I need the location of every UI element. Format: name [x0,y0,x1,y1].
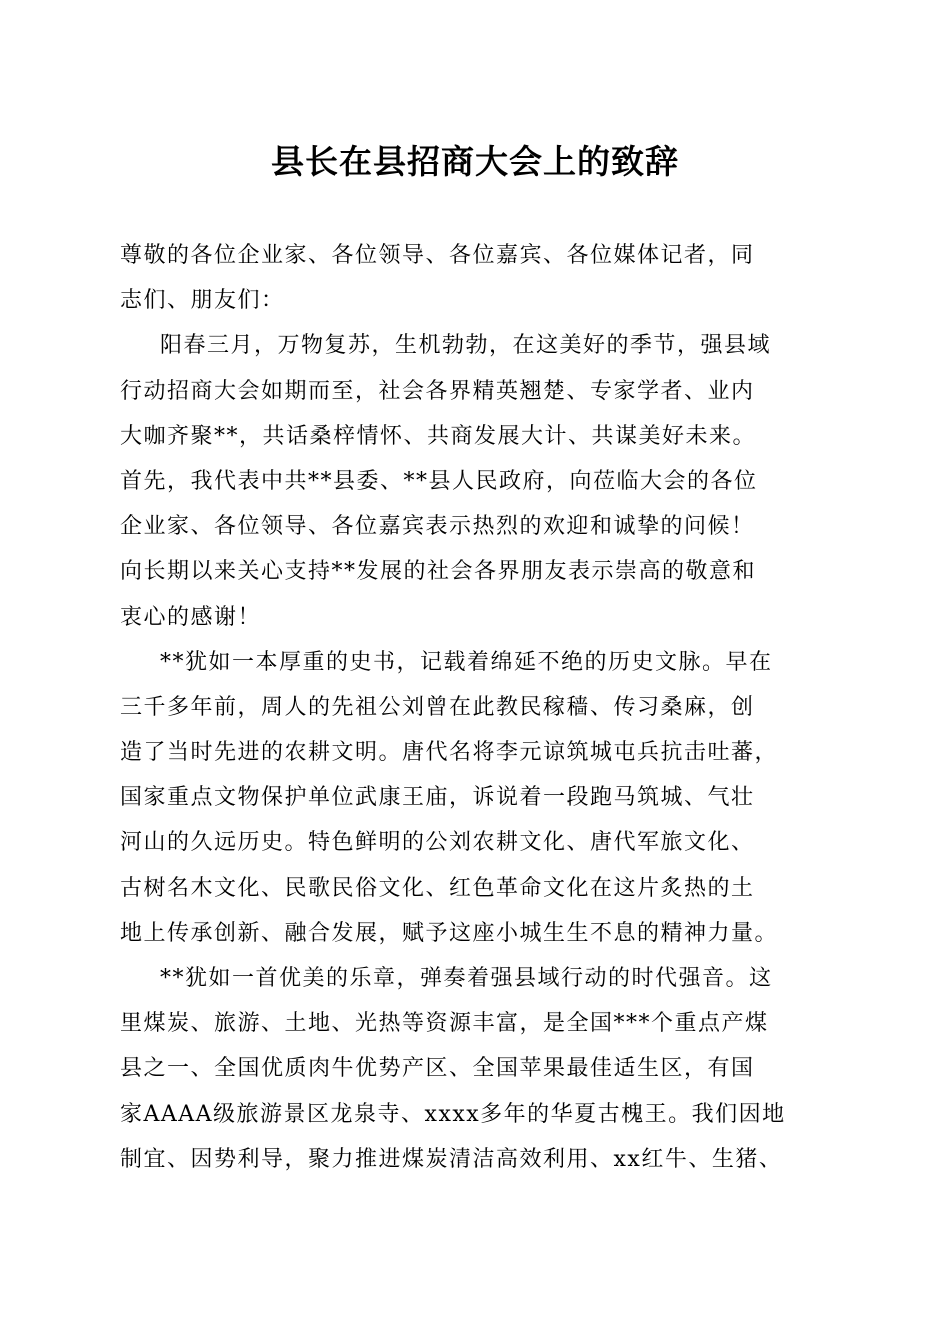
body-line: 县之一、全国优质肉牛优势产区、全国苹果最佳适生区，有国 [120,1056,755,1082]
body-line: 造了当时先进的农耕文明。唐代名将李元谅筑城屯兵抗击吐蕃， [120,740,779,766]
body-line: 企业家、各位领导、各位嘉宾表示热烈的欢迎和诚挚的问候！ [120,514,755,540]
document-body [120,233,836,1182]
document-title: 县长在县招商大会上的致辞 [271,142,679,181]
body-line: **犹如一首优美的乐章，弹奏着强县域行动的时代强音。这 [160,966,773,991]
body-line: **犹如一本厚重的史书，记载着绵延不绝的历史文脉。早在 [160,649,773,675]
body-line: 家AAAA级旅游景区龙泉寺、xxxx多年的华夏古槐王。我们因地 [120,1101,786,1127]
body-line: 志们、朋友们： [120,288,285,314]
body-line: 里煤炭、旅游、土地、光热等资源丰富，是全国***个重点产煤 [120,1011,769,1037]
body-line: 三千多年前，周人的先祖公刘曾在此教民稼穑、传习桑麻，创 [120,694,755,720]
body-line: 首先，我代表中共**县委、**县人民政府，向莅临大会的各位 [120,468,758,494]
body-line: 阳春三月，万物复苏，生机勃勃，在这美好的季节，强县域 [160,333,772,359]
body-line: 河山的久远历史。特色鲜明的公刘农耕文化、唐代军旅文化、 [120,830,755,856]
body-line: 国家重点文物保护单位武康王庙，诉说着一段跑马筑城、气壮 [120,785,755,811]
body-line: 尊敬的各位企业家、各位领导、各位嘉宾、各位媒体记者，同 [120,243,755,268]
body-line: 地上传承创新、融合发展，赋予这座小城生生不息的精神力量。 [120,920,779,946]
body-line: 大咖齐聚**，共话桑梓情怀、共商发展大计、共谋美好未来。 [120,423,757,449]
body-line: 向长期以来关心支持**发展的社会各界朋友表示崇高的敬意和 [120,559,757,585]
body-line: 古树名木文化、民歌民俗文化、红色革命文化在这片炙热的土 [120,875,755,901]
body-line: 制宜、因势利导，聚力推进煤炭清洁高效利用、xx红牛、生猪、 [120,1146,783,1172]
body-line: 行动招商大会如期而至，社会各界精英翘楚、专家学者、业内 [120,378,755,404]
body-line: 衷心的感谢！ [120,604,262,630]
